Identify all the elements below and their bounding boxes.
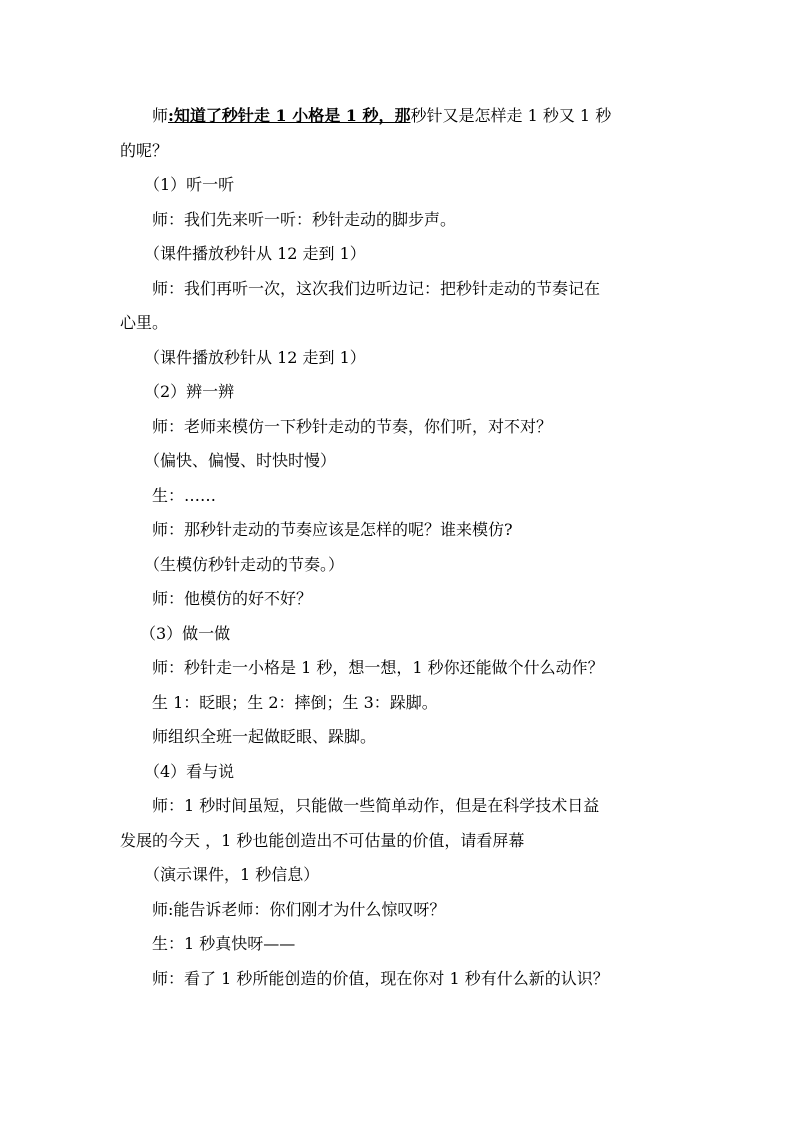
- stage-note-student-imitates: （生模仿秒针走动的节奏。）: [144, 554, 345, 574]
- section-heading-listen: （1）听一听: [144, 175, 235, 194]
- paragraph-new-understanding: 师：看了 1 秒所能创造的价值，现在你对 1 秒有什么新的认识？: [152, 968, 609, 988]
- paragraph-listen-again-continued: 心里。: [120, 313, 169, 332]
- paragraph-class-activity: 师组织全班一起做眨眼、跺脚。: [152, 727, 377, 746]
- paragraph-one-second-action: 师：秒针走一小格是 1 秒，想一想，1 秒你还能做个什么动作？: [152, 658, 604, 677]
- emphasized-text: 知道了秒针走 1 小格是 1 秒，那: [173, 106, 411, 125]
- bold-colon: :: [168, 106, 174, 125]
- paragraph-intro-rest: 秒针又是怎样走 1 秒又 1 秒: [410, 106, 612, 125]
- paragraph-student-so-fast: 生：1 秒真快呀——: [152, 934, 296, 953]
- paragraph-one-second-value-continued: 发展的今天 ，1 秒也能创造出不可估量的价值，请看屏幕: [120, 830, 525, 850]
- stage-note-play-1: （课件播放秒针从 12 走到 1）: [144, 244, 366, 263]
- paragraph-student-actions: 生 1：眨眼；生 2：摔倒；生 3：跺脚。: [152, 692, 438, 712]
- stage-note-tempo: （偏快、偏慢、时快时慢）: [144, 451, 337, 470]
- paragraph-listen-first: 师：我们先来听一听：秒针走动的脚步声。: [152, 209, 457, 229]
- paragraph-intro: [120, 99, 680, 134]
- section-heading-watch-and-say: （4）看与说: [144, 761, 235, 781]
- section-heading-do: （3）做一做: [140, 623, 231, 643]
- paragraph-listen-again: 师：我们再听一次，这次我们边听边记：把秒针走动的节奏记在: [152, 278, 601, 298]
- document-body: [120, 99, 680, 996]
- paragraph-one-second-value: 师：1 秒时间虽短，只能做一些简单动作，但是在科学技术日益: [152, 796, 600, 815]
- section-heading-distinguish: （2）辨一辨: [144, 382, 235, 401]
- paragraph-intro-continued: 的呢？: [120, 140, 169, 160]
- stage-note-courseware: （演示课件，1 秒信息）: [144, 865, 320, 884]
- stage-note-play-2: （课件播放秒针从 12 走到 1）: [144, 347, 366, 367]
- paragraph-good-or-not: 师：他模仿的好不好？: [152, 589, 313, 608]
- speaker-label: 师: [152, 106, 169, 125]
- paragraph-student-reply: 生：……: [152, 485, 217, 505]
- paragraph-why-amazed: 师:能告诉老师：你们刚才为什么惊叹呀？: [152, 899, 446, 919]
- paragraph-teacher-imitate: 师：老师来模仿一下秒针走动的节奏，你们听，对不对？: [152, 416, 553, 436]
- paragraph-who-imitates: 师：那秒针走动的节奏应该是怎样的呢？谁来模仿?: [152, 520, 513, 539]
